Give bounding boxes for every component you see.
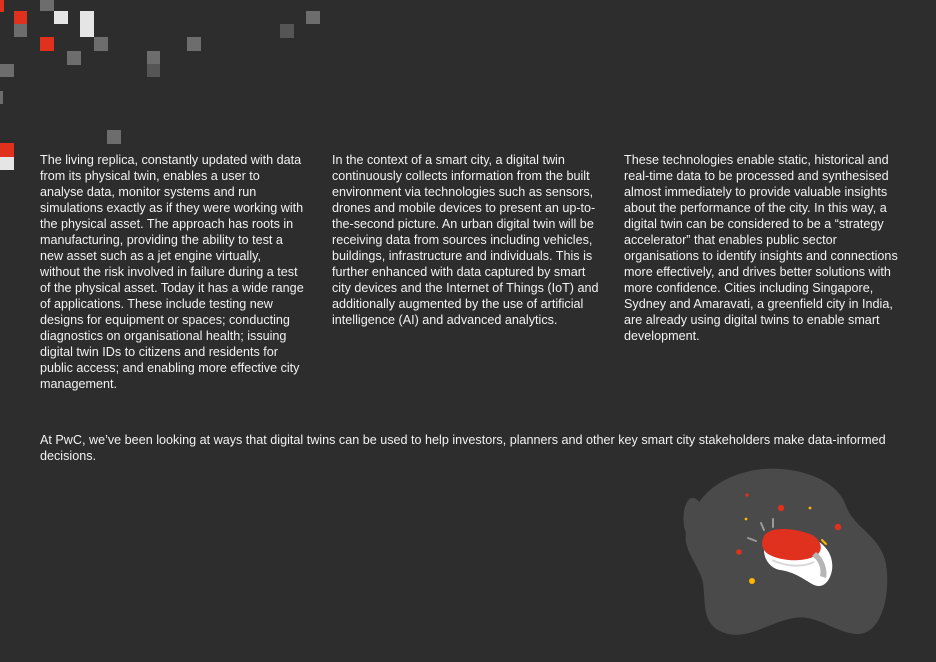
intro-column-1: The living replica, constantly updated with data from its physical twin, enables a user to analyse data, monitor systems and run simulations exactly as if they were working with the physical asset. The approach has roots in manufacturing, providing the ability to test a new asset such as a jet engine virtually, without the risk involved in failure during a test of the physical asset. Today it has a wide range of applications. These include testing new designs for equipment or spaces; conducting diagnostics on organisational health; issuing digital twin IDs to citizens and residents for public access; and enabling more effective city management. (40, 153, 304, 391)
intro-column-2: In the context of a smart city, a digital twin continuously collects information from the built environment via technologies such as sensors, drones and mobile devices to present an up-to-the-second picture. An urban digital twin will be receiving data from sources including vehicles, buildings, infrastructure and individuals. This is further enhanced with data captured by smart city devices and the Internet of Things (IoT) and additionally augmented by the use of artificial intelligence (AI) and advanced analytics. (332, 153, 599, 327)
vr-headset-illustration (676, 466, 892, 642)
pwc-statement: At PwC, we’ve been looking at ways that digital twins can be used to help investors, planners and other key smart city stakeholders make data-informed decisions. (40, 433, 886, 463)
intro-column-3: These technologies enable static, historical and real-time data to be processed and synthesised almost immediately to provide valuable insights about the performance of the city. In this way, a digital twin can be considered to be a “strategy accelerator” that enables public sector organisations to identify insights and connections more effectively, and drives better solutions with more confidence. Cities including Singapore, Sydney and Amaravati, a greenfield city in India, are already using digital twins to enable smart development. (624, 153, 898, 343)
